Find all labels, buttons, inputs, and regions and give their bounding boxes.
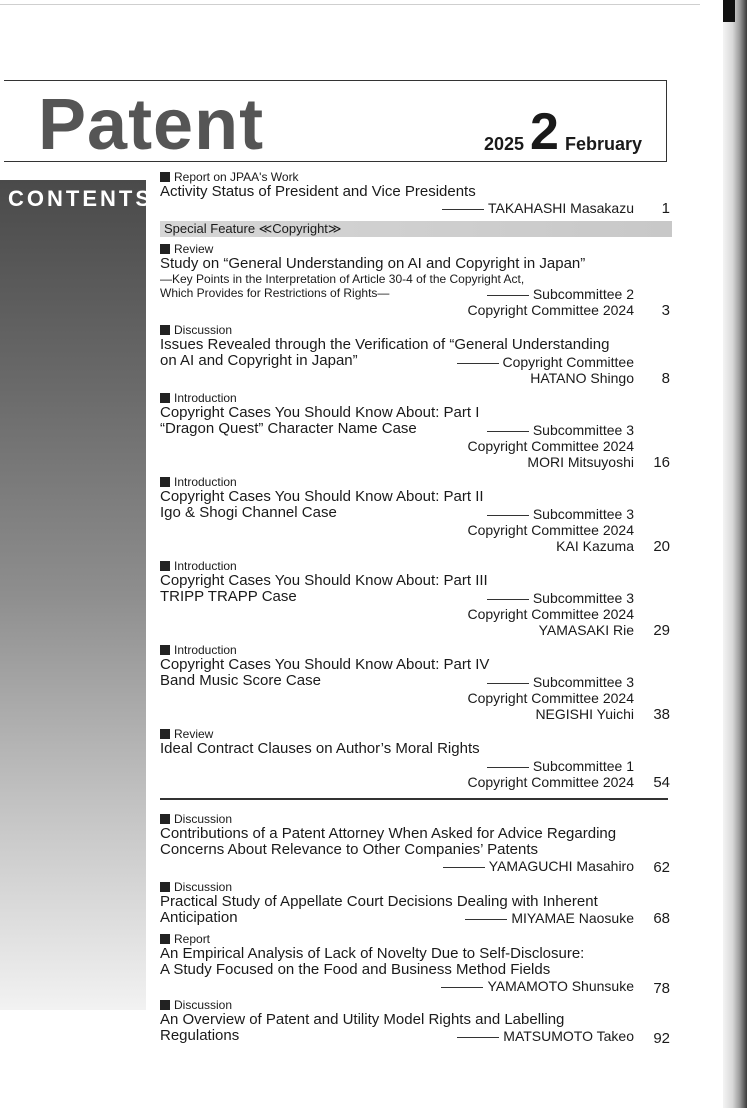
entry-category: Report on JPAA's Work — [160, 170, 670, 184]
page-number: 68 — [653, 910, 670, 927]
entry-title[interactable]: A Study Focused on the Food and Business Method Fields — [160, 961, 551, 978]
entry-author: HATANO Shingo — [530, 370, 634, 386]
entry-title[interactable]: Band Music Score Case — [160, 672, 321, 689]
entry-author: YAMAGUCHI Masahiro — [443, 858, 634, 874]
entry-title[interactable]: Copyright Cases You Should Know About: Part IV — [160, 656, 490, 673]
entry-author: Subcommittee 3 — [487, 422, 634, 438]
category-square-icon — [160, 561, 170, 571]
entry-subtitle: —Key Points in the Interpretation of Article 30-4 of the Copyright Act, — [160, 272, 525, 286]
entry-category: Report — [160, 932, 670, 946]
category-square-icon — [160, 645, 170, 655]
category-square-icon — [160, 172, 170, 182]
page-number: 29 — [653, 622, 670, 639]
entry-title[interactable]: Issues Revealed through the Verification of “General Understanding — [160, 336, 610, 353]
section-divider — [160, 798, 668, 800]
entry-category: Review — [160, 242, 670, 256]
entry-subtitle: Which Provides for Restrictions of Rights— — [160, 286, 390, 300]
masthead — [4, 80, 667, 165]
page-number: 54 — [653, 774, 670, 791]
entry-category: Review — [160, 727, 670, 741]
category-square-icon — [160, 882, 170, 892]
entry-author: Subcommittee 3 — [487, 506, 634, 522]
entry-title[interactable]: Ideal Contract Clauses on Author’s Moral Rights — [160, 740, 480, 757]
entry-title[interactable]: “Dragon Quest” Character Name Case — [160, 420, 417, 437]
entry-author: YAMASAKI Rie — [538, 622, 634, 638]
page-number: 62 — [653, 859, 670, 876]
entry-author: NEGISHI Yuichi — [535, 706, 634, 722]
entry-category: Introduction — [160, 475, 670, 489]
page-binding-mark — [723, 0, 735, 22]
entry-title[interactable]: Regulations — [160, 1027, 240, 1044]
page-number: 92 — [653, 1030, 670, 1047]
entry-title[interactable]: Concerns About Relevance to Other Companies’ Patents — [160, 841, 538, 858]
category-square-icon — [160, 729, 170, 739]
page-number: 1 — [661, 200, 670, 217]
entry-category: Discussion — [160, 880, 670, 894]
entry-author: YAMAMOTO Shunsuke — [441, 978, 634, 994]
issue-year: 2025 — [484, 134, 525, 154]
category-square-icon — [160, 325, 170, 335]
toc-entry[interactable] — [160, 880, 670, 926]
toc-entry[interactable] — [160, 643, 670, 723]
toc-entry[interactable] — [160, 323, 670, 387]
category-square-icon — [160, 477, 170, 487]
entry-author: KAI Kazuma — [556, 538, 634, 554]
category-square-icon — [160, 1000, 170, 1010]
issue-number: 2 — [530, 103, 559, 161]
entry-title[interactable]: Copyright Cases You Should Know About: Part II — [160, 488, 484, 505]
entry-category: Discussion — [160, 998, 670, 1012]
contents-sidebar — [0, 180, 153, 1010]
entry-title[interactable]: Anticipation — [160, 909, 238, 926]
entry-title[interactable]: An Overview of Patent and Utility Model Rights and Labelling — [160, 1011, 565, 1028]
special-feature-banner: Special Feature ≪Copyright≫ — [160, 221, 672, 237]
entry-title[interactable]: Copyright Cases You Should Know About: Part I — [160, 404, 480, 421]
entry-author: Copyright Committee 2024 — [467, 774, 634, 790]
entry-title[interactable]: Copyright Cases You Should Know About: Part III — [160, 572, 488, 589]
entry-author: Subcommittee 3 — [487, 590, 634, 606]
toc-entry[interactable] — [160, 170, 670, 217]
top-edge-line — [0, 4, 700, 5]
contents-label: CONTENTS — [8, 186, 153, 211]
category-square-icon — [160, 814, 170, 824]
entry-title[interactable]: Igo & Shogi Channel Case — [160, 504, 337, 521]
page-number: 3 — [661, 302, 670, 319]
entry-author: Subcommittee 1 — [487, 758, 634, 774]
entry-author: TAKAHASHI Masakazu — [442, 200, 634, 216]
page-number: 38 — [653, 706, 670, 723]
entry-author: Copyright Committee 2024 — [467, 690, 634, 706]
toc-entry[interactable] — [160, 812, 670, 876]
entry-title[interactable]: Practical Study of Appellate Court Decisions Dealing with Inherent — [160, 893, 598, 910]
page-number: 78 — [653, 980, 670, 997]
entry-author: Copyright Committee — [457, 354, 635, 370]
entry-author: Copyright Committee 2024 — [467, 302, 634, 318]
entry-title[interactable]: Activity Status of President and Vice Presidents — [160, 183, 476, 200]
entry-author: Copyright Committee 2024 — [467, 606, 634, 622]
toc-entry[interactable] — [160, 559, 670, 639]
entry-title[interactable]: An Empirical Analysis of Lack of Novelty Due to Self-Disclosure: — [160, 945, 585, 962]
page-number: 8 — [661, 370, 670, 387]
toc-entry[interactable] — [160, 727, 670, 791]
entry-title[interactable]: Study on “General Understanding on AI and Copyright in Japan” — [160, 255, 586, 272]
page-number: 20 — [653, 538, 670, 555]
toc-entry[interactable] — [160, 932, 670, 997]
entry-category: Introduction — [160, 559, 670, 573]
page-binding-shadow — [723, 0, 747, 1108]
entry-category: Discussion — [160, 812, 670, 826]
category-square-icon — [160, 393, 170, 403]
entry-author: Copyright Committee 2024 — [467, 438, 634, 454]
issue-month: February — [564, 134, 642, 154]
entry-author: MATSUMOTO Takeo — [457, 1028, 634, 1044]
category-square-icon — [160, 244, 170, 254]
entry-title[interactable]: on AI and Copyright in Japan” — [160, 352, 358, 369]
entry-author: MORI Mitsuyoshi — [527, 454, 634, 470]
magazine-title: Patent — [38, 85, 265, 165]
toc-entry[interactable] — [160, 242, 670, 319]
entry-category: Introduction — [160, 643, 670, 657]
toc-entry[interactable] — [160, 391, 670, 471]
entry-title[interactable]: Contributions of a Patent Attorney When Asked for Advice Regarding — [160, 825, 617, 842]
entry-author: Subcommittee 2 — [487, 286, 634, 302]
entry-title[interactable]: TRIPP TRAPP Case — [160, 588, 297, 605]
toc-entry[interactable] — [160, 998, 670, 1047]
toc-entry[interactable] — [160, 475, 670, 555]
issue-info — [484, 103, 642, 161]
category-square-icon — [160, 934, 170, 944]
entry-category: Discussion — [160, 323, 670, 337]
page-number: 16 — [653, 454, 670, 471]
entry-author: Copyright Committee 2024 — [467, 522, 634, 538]
entry-author: Subcommittee 3 — [487, 674, 634, 690]
entry-category: Introduction — [160, 391, 670, 405]
entry-author: MIYAMAE Naosuke — [465, 910, 634, 926]
